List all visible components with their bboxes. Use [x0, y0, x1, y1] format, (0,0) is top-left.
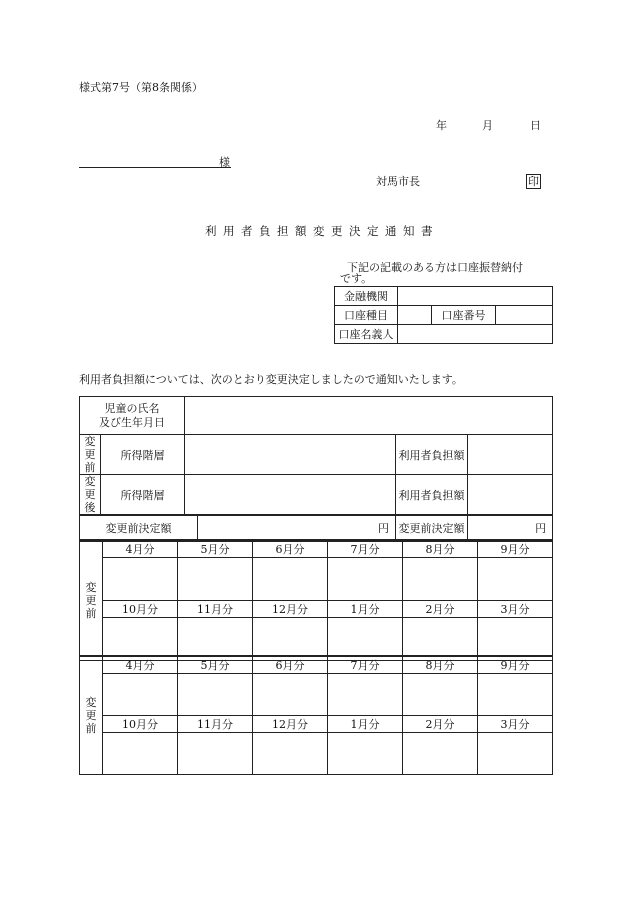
month-amount-cell[interactable]: [403, 558, 478, 601]
month-amount-cell[interactable]: [178, 674, 253, 716]
after-change-label: 変 更 後: [80, 475, 101, 516]
month-header: 12月分: [253, 601, 328, 618]
bank-account-table: [334, 286, 553, 344]
bank-institution-label: 金融機関: [335, 287, 398, 306]
month-amount-cell[interactable]: [328, 558, 403, 601]
month-amount-cell[interactable]: [103, 733, 178, 775]
bank-note-line2: です。: [340, 272, 373, 285]
month-header: 2月分: [403, 716, 478, 733]
document-title: 利 用 者 負 担 額 変 更 決 定 通 知 書: [205, 224, 433, 238]
before-income-label: 所得階層: [101, 435, 185, 475]
addressee-suffix: 様: [219, 156, 230, 169]
notice-text: 利用者負担額については、次のとおり変更決定しましたので通知いたします。: [79, 373, 463, 386]
month-header: 8月分: [403, 656, 478, 674]
child-name-label: [80, 397, 185, 435]
form-number: 様式第7号（第8条関係）: [79, 81, 203, 94]
month-header: 5月分: [178, 540, 253, 558]
child-name-label-line1: 児童の氏名: [104, 401, 160, 415]
bank-institution-value[interactable]: [398, 287, 553, 306]
seal-mark: 印: [528, 175, 539, 188]
yen-unit-1: 円: [378, 522, 389, 536]
month-header: 1月分: [328, 601, 403, 618]
account-holder-value[interactable]: [398, 325, 553, 344]
issuer-name: 対馬市長: [376, 175, 420, 188]
account-holder-label: 口座名義人: [335, 325, 398, 344]
month-header: 2月分: [403, 601, 478, 618]
child-name-value[interactable]: [185, 397, 553, 435]
month-amount-cell[interactable]: [103, 558, 178, 601]
child-name-label-line2: 及び生年月日: [99, 415, 165, 429]
month-amount-cell[interactable]: [178, 558, 253, 601]
month-amount-cell[interactable]: [328, 733, 403, 775]
date-day: 日: [530, 119, 541, 132]
month-header: 11月分: [178, 716, 253, 733]
account-number-value[interactable]: [496, 306, 553, 325]
month-header: 8月分: [403, 540, 478, 558]
month-header: 9月分: [478, 656, 553, 674]
month-header: 1月分: [328, 716, 403, 733]
month-header: 4月分: [103, 656, 178, 674]
before-change-label: 変 更 前: [80, 435, 101, 475]
month-amount-cell[interactable]: [478, 733, 553, 775]
decision-label-2: 変更前決定額: [396, 515, 468, 541]
month-amount-cell[interactable]: [328, 674, 403, 716]
month-amount-cell[interactable]: [253, 558, 328, 601]
decision-label-1: 変更前決定額: [80, 515, 198, 541]
month-amount-cell[interactable]: [253, 733, 328, 775]
month-header: 10月分: [103, 601, 178, 618]
month-amount-cell[interactable]: [253, 674, 328, 716]
decision-value-1[interactable]: [198, 515, 396, 541]
after-income-value[interactable]: [185, 475, 396, 516]
month-amount-cell[interactable]: [103, 674, 178, 716]
date-month: 月: [482, 119, 493, 132]
decision-value-2[interactable]: [468, 515, 553, 541]
monthly-table-2: [79, 655, 553, 775]
month-header: 7月分: [328, 656, 403, 674]
month-header: 12月分: [253, 716, 328, 733]
before-income-value[interactable]: [185, 435, 396, 475]
month-amount-cell[interactable]: [178, 733, 253, 775]
month-amount-cell[interactable]: [478, 674, 553, 716]
after-burden-value[interactable]: [468, 475, 553, 516]
month-header: 11月分: [178, 601, 253, 618]
addressee-line[interactable]: [79, 167, 231, 168]
bank-note-line1: 下記の記載のある方は口座振替納付: [347, 261, 523, 274]
month-header: 5月分: [178, 656, 253, 674]
account-number-label: 口座番号: [432, 306, 496, 325]
yen-unit-2: 円: [535, 522, 547, 536]
after-income-label: 所得階層: [101, 475, 185, 516]
before-burden-label: 利用者負担額: [396, 435, 468, 475]
after-burden-label: 利用者負担額: [396, 475, 468, 516]
month-amount-cell[interactable]: [478, 558, 553, 601]
month-header: 3月分: [478, 716, 553, 733]
month-header: 6月分: [253, 656, 328, 674]
month-header: 6月分: [253, 540, 328, 558]
account-type-value[interactable]: [398, 306, 432, 325]
month-header: 4月分: [103, 540, 178, 558]
month-header: 9月分: [478, 540, 553, 558]
month-amount-cell[interactable]: [403, 674, 478, 716]
account-type-label: 口座種目: [335, 306, 398, 325]
main-info-table: [79, 396, 553, 542]
monthly-table-1: [79, 539, 553, 661]
month-header: 10月分: [103, 716, 178, 733]
monthly-side-label-1: 変 更 前: [80, 540, 103, 661]
date-year: 年: [436, 119, 447, 132]
month-amount-cell[interactable]: [403, 733, 478, 775]
month-header: 3月分: [478, 601, 553, 618]
month-header: 7月分: [328, 540, 403, 558]
monthly-side-label-2: 変 更 前: [80, 656, 103, 775]
before-burden-value[interactable]: [468, 435, 553, 475]
